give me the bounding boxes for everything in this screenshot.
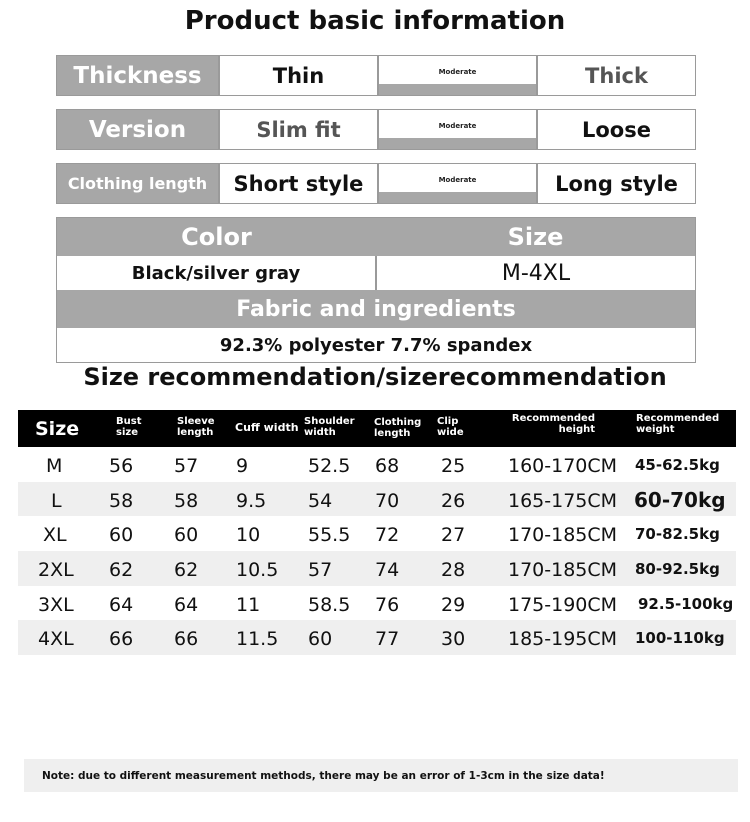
- fabric-value: 92.3% polyester 7.7% spandex: [219, 334, 533, 356]
- cell-length: 77: [375, 628, 400, 651]
- cell-length: 72: [375, 524, 400, 547]
- cell-clip: 29: [441, 593, 466, 616]
- cell-height: 165-175CM: [508, 489, 618, 512]
- cell-clip: 25: [441, 455, 466, 477]
- table-row: [18, 482, 736, 517]
- cell-weight: 70-82.5kg: [635, 525, 720, 544]
- cell-weight: 100-110kg: [635, 629, 725, 648]
- version-selected-bar: [379, 138, 536, 149]
- color-header: Color: [181, 223, 252, 251]
- header-size: Size: [35, 418, 80, 440]
- cell-weight: 45-62.5kg: [635, 456, 720, 474]
- version-slim-fit: Slim fit: [218, 110, 377, 149]
- clothing-length-long: Long style: [536, 164, 695, 203]
- table-row: [18, 551, 736, 586]
- cell-cuff: 11: [236, 593, 261, 616]
- clothing-length-selected-bar: [379, 192, 536, 203]
- size-recommendation-title: Size recommendation/sizerecommendation: [83, 363, 667, 391]
- cell-shoulder: 52.5: [308, 455, 351, 477]
- thickness-moderate-label: Moderate: [438, 68, 477, 76]
- cell-cuff: 11.5: [236, 628, 279, 651]
- header-bust: Bust size: [116, 416, 142, 438]
- cell-sleeve: 57: [174, 455, 199, 477]
- cell-height: 170-185CM: [508, 559, 618, 582]
- cell-cuff: 10.5: [236, 559, 279, 582]
- cell-bust: 64: [109, 593, 134, 616]
- clothing-length-short: Short style: [218, 164, 377, 203]
- cell-length: 74: [375, 559, 400, 582]
- cell-size: 2XL: [38, 559, 74, 582]
- header-clip: Clip wide: [437, 416, 464, 438]
- cell-length: 68: [375, 455, 400, 477]
- thickness-row: [56, 55, 696, 96]
- cell-height: 170-185CM: [508, 524, 618, 547]
- cell-sleeve: 64: [174, 593, 199, 616]
- cell-sleeve: 62: [174, 559, 199, 582]
- cell-size: M: [46, 455, 63, 477]
- clothing-length-row: [56, 163, 696, 204]
- table-row: [18, 586, 736, 621]
- version-loose: Loose: [536, 110, 695, 149]
- cell-clip: 28: [441, 559, 466, 582]
- header-height: Recommended height: [511, 413, 595, 435]
- cell-weight: 60-70kg: [634, 487, 726, 512]
- info-block: [56, 217, 696, 363]
- color-value: Black/silver gray: [131, 262, 301, 284]
- cell-bust: 66: [109, 628, 134, 651]
- header-weight: Recommended weight: [636, 413, 720, 435]
- thickness-moderate: [377, 56, 536, 95]
- page-title: Product basic information: [184, 6, 566, 36]
- table-row: [18, 620, 736, 655]
- cell-height: 185-195CM: [508, 628, 618, 651]
- cell-size: L: [51, 489, 62, 512]
- clothing-length-label: Clothing length: [57, 164, 218, 203]
- version-label: Version: [57, 110, 218, 149]
- cell-cuff: 10: [236, 524, 261, 547]
- size-header: Size: [507, 223, 564, 251]
- clothing-length-moderate-label: Moderate: [438, 176, 477, 184]
- thickness-thick: Thick: [536, 56, 695, 95]
- cell-shoulder: 60: [308, 628, 333, 651]
- header-length: Clothing length: [374, 417, 422, 439]
- cell-clip: 30: [441, 628, 466, 651]
- cell-bust: 60: [109, 524, 134, 547]
- info-values: [57, 256, 695, 290]
- header-shoulder: Shoulder width: [304, 416, 355, 438]
- thickness-selected-bar: [379, 84, 536, 95]
- cell-weight: 92.5-100kg: [638, 594, 734, 613]
- cell-shoulder: 55.5: [308, 524, 351, 547]
- cell-cuff: 9.5: [236, 489, 267, 512]
- cell-shoulder: 58.5: [308, 593, 351, 616]
- cell-height: 175-190CM: [508, 593, 618, 616]
- clothing-length-moderate: [377, 164, 536, 203]
- cell-shoulder: 57: [308, 559, 333, 582]
- cell-length: 76: [375, 593, 400, 616]
- size-value: M-4XL: [375, 256, 695, 290]
- version-moderate-label: Moderate: [438, 122, 477, 130]
- thickness-label: Thickness: [57, 56, 218, 95]
- cell-bust: 56: [109, 455, 134, 477]
- table-row: [18, 516, 736, 551]
- size-table-header: [18, 410, 736, 447]
- size-table: [18, 410, 736, 655]
- cell-bust: 62: [109, 559, 134, 582]
- cell-shoulder: 54: [308, 489, 333, 512]
- cell-height: 160-170CM: [508, 455, 618, 477]
- version-moderate: [377, 110, 536, 149]
- fabric-header: Fabric and ingredients: [57, 290, 695, 328]
- info-header: [57, 218, 695, 256]
- cell-length: 70: [375, 489, 400, 512]
- header-sleeve: Sleeve length: [177, 416, 215, 438]
- cell-cuff: 9: [236, 455, 249, 477]
- header-cuff: Cuff width: [235, 421, 299, 434]
- cell-bust: 58: [109, 489, 134, 512]
- cell-clip: 27: [441, 524, 466, 547]
- cell-sleeve: 58: [174, 489, 199, 512]
- cell-size: 4XL: [38, 628, 74, 651]
- table-row: [18, 447, 736, 482]
- cell-sleeve: 66: [174, 628, 199, 651]
- cell-weight: 80-92.5kg: [635, 560, 720, 579]
- cell-size: 3XL: [38, 593, 74, 616]
- measurement-note: Note: due to different measurement methods, there may be an error of 1-3cm in the size data!: [24, 759, 738, 792]
- cell-size: XL: [43, 524, 67, 547]
- cell-clip: 26: [441, 489, 466, 512]
- cell-sleeve: 60: [174, 524, 199, 547]
- thickness-thin: Thin: [218, 56, 377, 95]
- version-row: [56, 109, 696, 150]
